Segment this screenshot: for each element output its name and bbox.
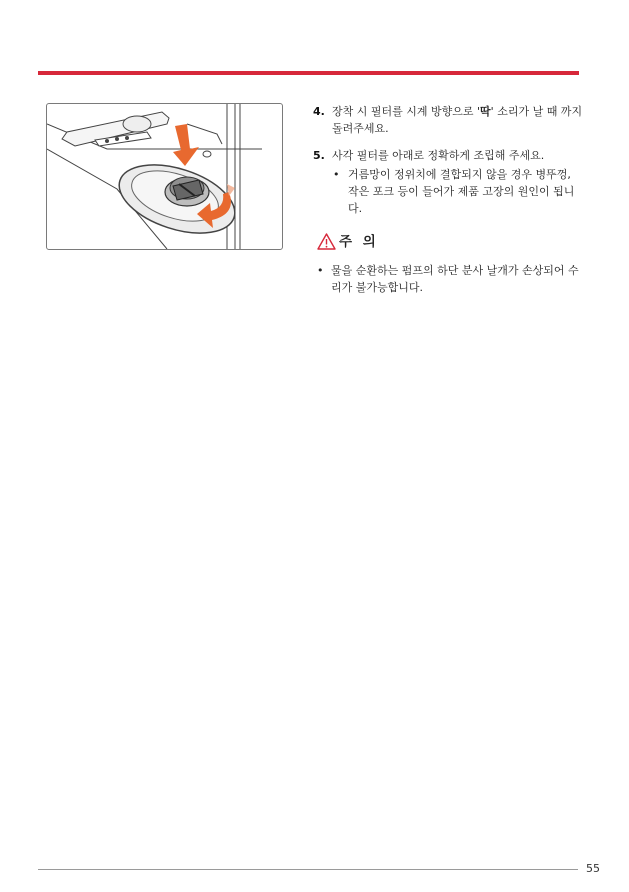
bullet-dot: • [333, 168, 340, 181]
header-rule [38, 71, 579, 75]
filter-assembly-figure [46, 103, 283, 250]
step-5-note-text: 거름망이 정위치에 결합되지 않을 경우 병뚜껑, 작은 포크 등이 들어가 제품 고장의 원인이 됩니다. [348, 168, 575, 215]
filter-assembly-illustration [47, 104, 282, 249]
step-5-text: 사각 필터를 아래로 정확하게 조립해 주세요. [332, 149, 545, 162]
bullet-dot: • [317, 264, 324, 277]
caution-item-text: 물을 순환하는 펌프의 하단 분사 날개가 손상되어 수리가 불가능합니다. [331, 264, 579, 294]
page-number: 55 [586, 862, 600, 875]
step-4-text: 장착 시 필터를 시계 방향으로 '딱' 소리가 날 때 까지 돌려주세요. [332, 105, 583, 135]
warning-triangle-icon [317, 233, 336, 250]
footer-rule [38, 869, 578, 870]
step-4-number: 4. [313, 105, 325, 118]
step-5-number: 5. [313, 149, 325, 162]
caution-title: 주 의 [339, 234, 379, 250]
